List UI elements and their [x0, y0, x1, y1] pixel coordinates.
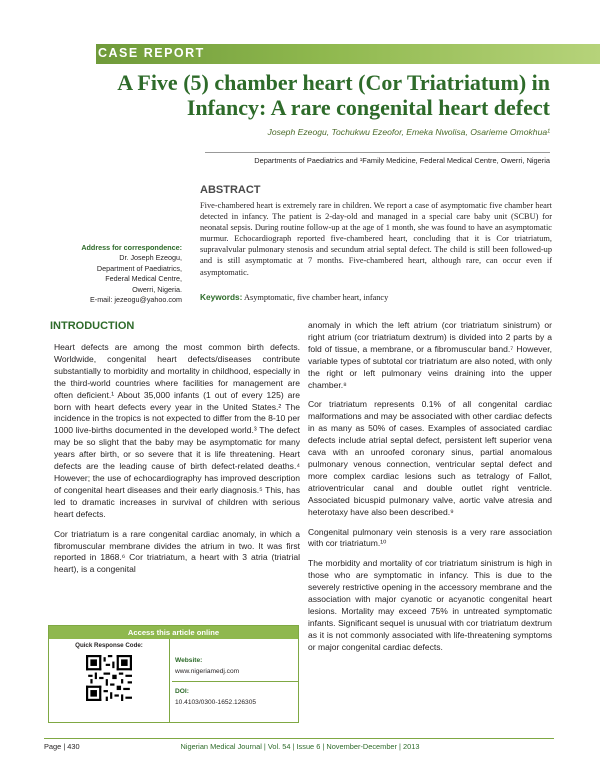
doi-link[interactable]: 10.4103/0300-1652.126305 — [175, 699, 257, 706]
keywords — [200, 292, 552, 302]
access-online-box — [48, 625, 299, 723]
doi-label: DOI: — [175, 688, 189, 695]
correspondence-heading: Address for correspondence: — [81, 243, 182, 252]
article-links-panel — [172, 639, 298, 723]
correspondence-email[interactable]: E-mail: jezeogu@yahoo.com — [90, 295, 182, 305]
paragraph: Cor triatriatum is a rare congenital cardiac anomaly, in which a fibromuscular membrane divides the atrium in two. It was first reported in 1868.⁶ Cor triatriatum, a heart with 3 atria (triatrial heart), is a congenital — [54, 528, 300, 575]
qr-code-icon[interactable] — [86, 655, 132, 701]
qr-label: Quick Response Code: — [75, 642, 143, 649]
page-number: Page | 430 — [44, 742, 80, 751]
article-title — [90, 70, 550, 120]
affiliation: Departments of Paediatrics and ¹Family Medicine, Federal Medical Centre, Owerri, Nigeria — [254, 156, 550, 165]
right-column — [308, 320, 552, 662]
author-list: Joseph Ezeogu, Tochukwu Ezeofor, Emeka Nwolisa, Osarieme Omokhua¹ — [267, 127, 550, 137]
access-box-divider — [172, 681, 298, 682]
paragraph: The morbidity and mortality of cor triatriatum sinistrum is high in those who are symptomatic in infancy. This is due to the severely restrictive opening in the accessory membrane and the association with major cyanotic or acyanotic congenital heart lesions. Mortality may exceed 75% in untreated symptomatic infants. Significant sequel is unusual with cor triatriatum dextrum as it is not commonly associated with life-threatening symptoms or major congenital cardiac defects. — [308, 558, 552, 652]
website-block — [175, 657, 297, 675]
article-title-line-2: Infancy: A rare congenital heart defect — [186, 95, 550, 120]
affiliation-divider — [205, 152, 550, 153]
paragraph: anomaly in which the left atrium (cor triatriatum sinistrum) or right atrium (cor triatriatum dextrum) is divided into 2 parts by a fold of tissue, a membrane, or a fibromuscular band.⁷ However, variable types of subtotal cor triatriatum are also noted, with only the right or left pulmonary veins draining into the upper chamber.⁸ — [308, 320, 552, 390]
correspondence-dept: Department of Paediatrics, — [96, 263, 182, 273]
correspondence-name: Dr. Joseph Ezeogu, — [119, 253, 182, 263]
abstract-heading: ABSTRACT — [200, 184, 261, 196]
correspondence-centre: Federal Medical Centre, — [105, 274, 182, 284]
keywords-label: Keywords: — [200, 292, 243, 302]
website-label: Website: — [175, 657, 203, 664]
doi-block — [175, 688, 297, 706]
access-box-heading: Access this article online — [49, 626, 298, 639]
report-type-label: CASE REPORT — [98, 46, 205, 60]
correspondence-city: Owerri, Nigeria. — [132, 284, 182, 294]
correspondence-block — [40, 243, 182, 305]
left-column — [54, 342, 300, 584]
footer-divider — [44, 738, 554, 739]
journal-citation: Nigerian Medical Journal | Vol. 54 | Issue 6 | November-December | 2013 — [180, 742, 420, 751]
introduction-heading: INTRODUCTION — [50, 320, 135, 332]
website-link[interactable]: www.nigeriamedj.com — [175, 668, 240, 675]
paragraph: Heart defects are among the most common birth defects. Worldwide, congenital heart defects/diseases contribute substantially to morbidity and mortality in childhood, especially in the third-world countries where facilities for management are often deficient.¹ About 35,000 infants (1 out of every 125) are born with heart defects every year in the United States.² The incidence in the tropics is not expected to differ from the 8-10 per 1000 live-births documented in the developed world.³ The defect may be so slight that the baby may be asymptomatic for many years after birth, or so severe that it is life threatening. Heart defects are the leading cause of birth defect-related deaths.⁴ However; the use of echocardiography has improved description of congenital heart diseases and their early diagnosis.⁵ This, has led to dramatic increases in survival of children with serious heart defects. — [54, 342, 300, 519]
article-title-line-1: A Five (5) chamber heart (Cor Triatriatum) in — [117, 70, 550, 95]
paragraph: Cor triatriatum represents 0.1% of all congenital cardiac malformations and may be associated with other cardiac defects in as many as 50% of cases. Examples of associated cardiac defects include atrial septal defect, persistent left superior vena cava with an unroofed coronary sinus, partial anomalous pulmonary venous connection, ventricular septal defect and more complex cardiac lesions such as tetralogy of Fallot, atrioventricular canal and double outlet right ventricle. Associated bicuspid pulmonary valve, aortic valve atresia and heterotaxy have also been described.⁹ — [308, 399, 552, 517]
keywords-list: Asymptomatic, five chamber heart, infancy — [244, 293, 389, 302]
paragraph: Congenital pulmonary vein stenosis is a very rare association with cor triatriatum.¹⁰ — [308, 526, 552, 549]
qr-panel — [49, 639, 170, 723]
abstract-text: Five-chambered heart is extremely rare in children. We report a case of asymptomatic five chamber heart detected in infancy. The patient is 2-day-old and managed in a special care baby unit (SCBU) for neonatal sepsis. During routine follow-up at the age of 1 month, she was found to have an asymptomatic murmur. Echocardiograph reported five-chambered heart, concluding that it is Cor triatriatum, supravalvular pulmonary stenosis and secundum atrial septal defect. The child is still been followed-up and is still asymptomatic at 7 months. Five-chambered heart, although rare, can occur even if asymptomatic. — [200, 201, 552, 277]
